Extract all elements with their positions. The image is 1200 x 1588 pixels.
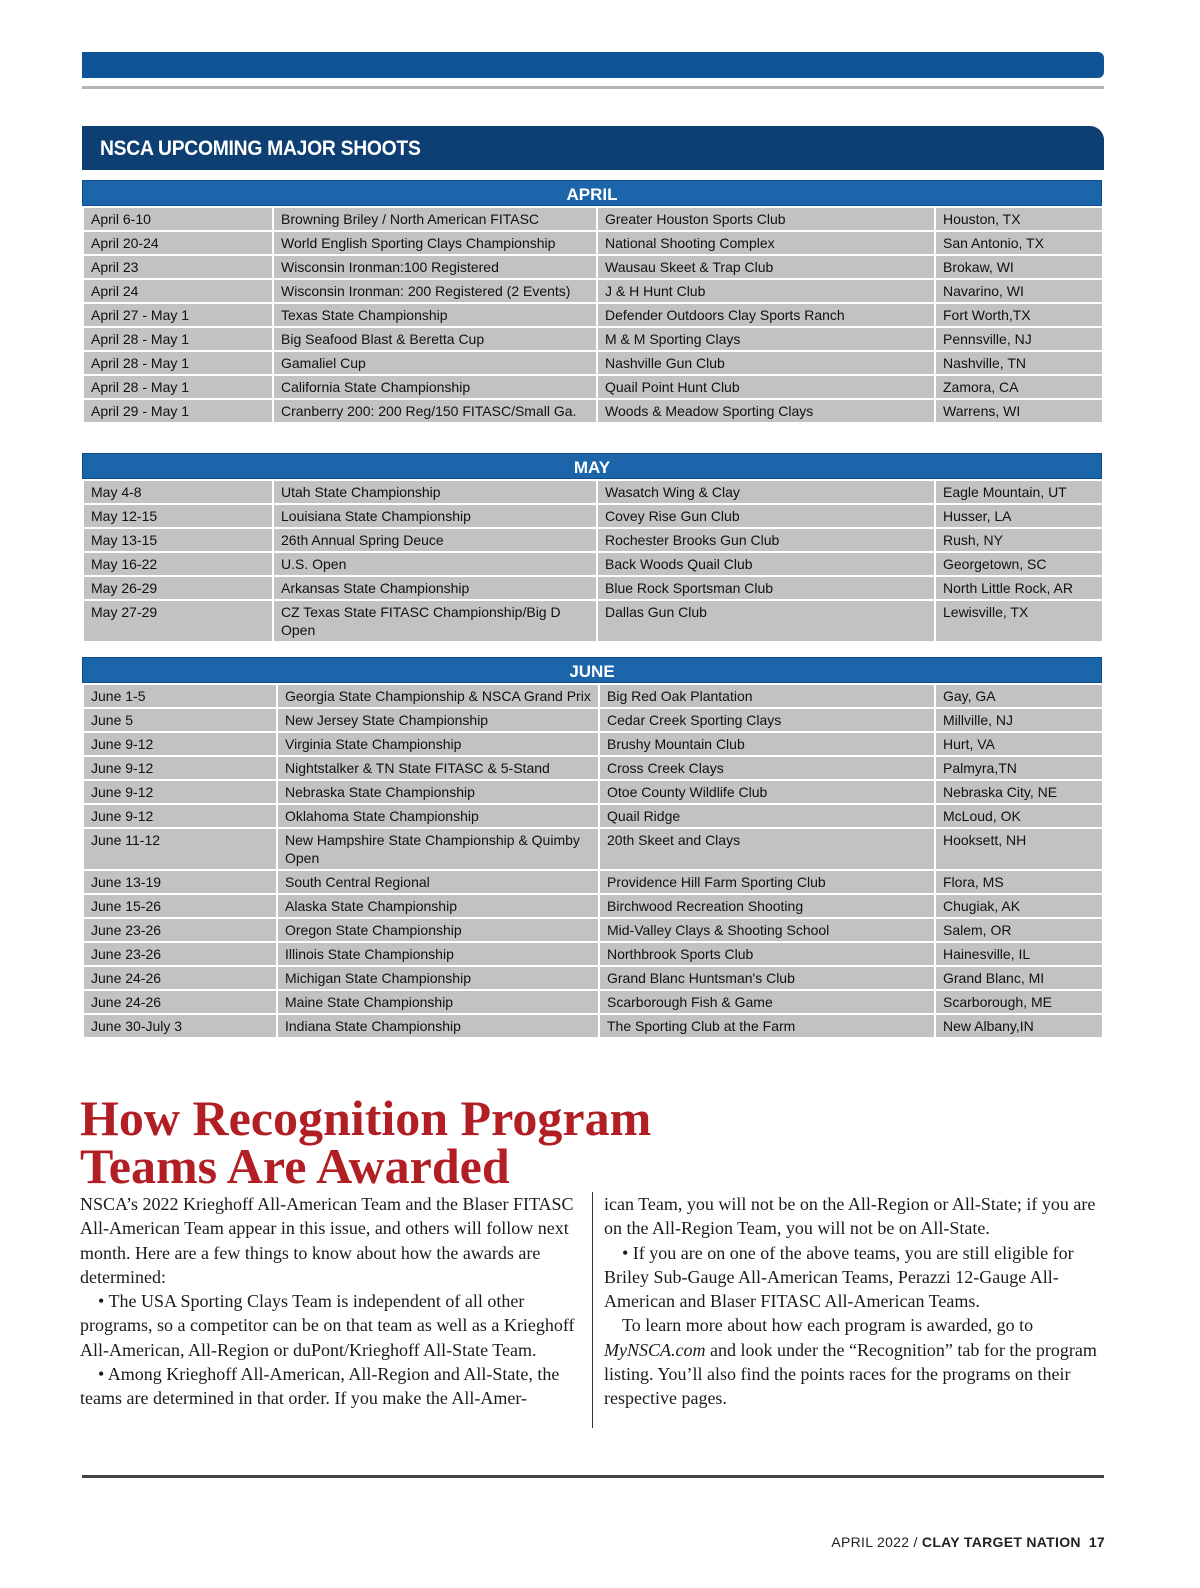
event-location: Gay, GA — [935, 684, 1103, 708]
month-block-may — [82, 453, 1102, 643]
event-location: Rush, NY — [935, 528, 1103, 552]
schedule-row — [83, 375, 1103, 399]
event-date: April 20-24 — [83, 231, 273, 255]
schedule-row — [83, 894, 1103, 918]
event-name: Illinois State Championship — [277, 942, 599, 966]
event-venue: Quail Point Hunt Club — [597, 375, 935, 399]
event-venue: Greater Houston Sports Club — [597, 207, 935, 231]
schedule-row — [83, 231, 1103, 255]
schedule-row — [83, 780, 1103, 804]
schedule-table — [82, 683, 1104, 1039]
event-name: Maine State Championship — [277, 990, 599, 1014]
event-name: Virginia State Championship — [277, 732, 599, 756]
event-date: June 9-12 — [83, 804, 277, 828]
column-divider — [592, 1192, 593, 1428]
event-name: South Central Regional — [277, 870, 599, 894]
event-venue: Mid-Valley Clays & Shooting School — [599, 918, 935, 942]
event-date: May 4-8 — [83, 480, 273, 504]
event-name: World English Sporting Clays Championship — [273, 231, 597, 255]
page-number: 17 — [1088, 1534, 1105, 1550]
event-date: April 24 — [83, 279, 273, 303]
event-location: Navarino, WI — [935, 279, 1103, 303]
event-venue: Cedar Creek Sporting Clays — [599, 708, 935, 732]
schedule-row — [83, 207, 1103, 231]
event-venue: Wausau Skeet & Trap Club — [597, 255, 935, 279]
event-venue: Blue Rock Sportsman Club — [597, 576, 935, 600]
event-venue: Defender Outdoors Clay Sports Ranch — [597, 303, 935, 327]
event-date: April 28 - May 1 — [83, 327, 273, 351]
event-location: Hainesville, IL — [935, 942, 1103, 966]
event-date: June 11-12 — [83, 828, 277, 870]
event-venue: Nashville Gun Club — [597, 351, 935, 375]
schedule-row — [83, 1014, 1103, 1038]
event-venue: Covey Rise Gun Club — [597, 504, 935, 528]
event-location: Husser, LA — [935, 504, 1103, 528]
event-date: June 23-26 — [83, 918, 277, 942]
event-location: Salem, OR — [935, 918, 1103, 942]
event-venue: 20th Skeet and Clays — [599, 828, 935, 870]
event-date: April 23 — [83, 255, 273, 279]
article-title-line-1: How Recognition Program — [80, 1090, 652, 1146]
footer-issue: APRIL 2022 / — [831, 1534, 922, 1550]
event-name: Arkansas State Championship — [273, 576, 597, 600]
schedule-row — [83, 303, 1103, 327]
schedule-row — [83, 990, 1103, 1014]
paragraph-text: and look under the “Recognition” tab for the program listing. You’ll also find the points races for the programs on their respective pages. — [604, 1339, 1097, 1409]
event-date: June 9-12 — [83, 756, 277, 780]
event-date: June 23-26 — [83, 942, 277, 966]
schedule-table — [82, 479, 1104, 643]
event-location: New Albany,IN — [935, 1014, 1103, 1038]
event-date: May 27-29 — [83, 600, 273, 642]
event-venue: National Shooting Complex — [597, 231, 935, 255]
event-name: Wisconsin Ironman: 200 Registered (2 Events) — [273, 279, 597, 303]
event-venue: Woods & Meadow Sporting Clays — [597, 399, 935, 423]
event-name: Louisiana State Championship — [273, 504, 597, 528]
schedule-row — [83, 684, 1103, 708]
article-paragraph — [604, 1313, 1104, 1410]
article-column-left — [80, 1192, 582, 1411]
event-location: North Little Rock, AR — [935, 576, 1103, 600]
event-name: Wisconsin Ironman:100 Registered — [273, 255, 597, 279]
event-location: Hurt, VA — [935, 732, 1103, 756]
schedule-row — [83, 552, 1103, 576]
event-date: June 5 — [83, 708, 277, 732]
schedule-row — [83, 327, 1103, 351]
event-location: Warrens, WI — [935, 399, 1103, 423]
event-date: May 13-15 — [83, 528, 273, 552]
page-footer — [831, 1534, 1105, 1550]
event-name: Oregon State Championship — [277, 918, 599, 942]
event-location: Chugiak, AK — [935, 894, 1103, 918]
month-heading: MAY — [82, 453, 1102, 479]
section-header — [82, 126, 1104, 170]
event-venue: Birchwood Recreation Shooting — [599, 894, 935, 918]
schedule-row — [83, 942, 1103, 966]
event-name: CZ Texas State FITASC Championship/Big D Open — [273, 600, 597, 642]
event-name: Utah State Championship — [273, 480, 597, 504]
event-date: May 12-15 — [83, 504, 273, 528]
event-location: Flora, MS — [935, 870, 1103, 894]
schedule-row — [83, 708, 1103, 732]
event-location: Zamora, CA — [935, 375, 1103, 399]
event-location: Georgetown, SC — [935, 552, 1103, 576]
schedule-row — [83, 828, 1103, 870]
event-name: Texas State Championship — [273, 303, 597, 327]
event-name: 26th Annual Spring Deuce — [273, 528, 597, 552]
footer-magazine: CLAY TARGET NATION — [921, 1534, 1081, 1550]
event-name: Gamaliel Cup — [273, 351, 597, 375]
schedule-row — [83, 870, 1103, 894]
event-location: Fort Worth,TX — [935, 303, 1103, 327]
article-paragraph: NSCA’s 2022 Krieghoff All-American Team and the Blaser FITASC All-American Team appear in this issue, and others will follow next month. Here are a few things to know about how the awards are determined: — [80, 1194, 574, 1287]
event-venue: Wasatch Wing & Clay — [597, 480, 935, 504]
month-block-june — [82, 657, 1102, 1039]
event-name: Alaska State Championship — [277, 894, 599, 918]
event-date: June 9-12 — [83, 732, 277, 756]
event-date: May 16-22 — [83, 552, 273, 576]
event-venue: J & H Hunt Club — [597, 279, 935, 303]
event-venue: Northbrook Sports Club — [599, 942, 935, 966]
event-location: Lewisville, TX — [935, 600, 1103, 642]
event-date: June 24-26 — [83, 990, 277, 1014]
bottom-rule — [82, 1475, 1104, 1478]
event-name: Nightstalker & TN State FITASC & 5-Stand — [277, 756, 599, 780]
article-title — [80, 1090, 800, 1194]
event-venue: Otoe County Wildlife Club — [599, 780, 935, 804]
event-location: Pennsville, NJ — [935, 327, 1103, 351]
schedule-row — [83, 279, 1103, 303]
article-paragraph: • If you are on one of the above teams, you are still eligible for Briley Sub-Gauge All-American Teams, Perazzi 12-Gauge All-American and Blaser FITASC All-American Teams. — [604, 1242, 1074, 1312]
event-name: Michigan State Championship — [277, 966, 599, 990]
schedule-table — [82, 206, 1104, 424]
event-venue: Cross Creek Clays — [599, 756, 935, 780]
event-date: June 13-19 — [83, 870, 277, 894]
event-date: June 24-26 — [83, 966, 277, 990]
article-column-right — [604, 1192, 1104, 1411]
article-paragraph: • Among Krieghoff All-American, All-Region and All-State, the teams are determined in that order. If you make the All-Amer- — [80, 1364, 560, 1409]
event-venue: Brushy Mountain Club — [599, 732, 935, 756]
event-name: Georgia State Championship & NSCA Grand Prix — [277, 684, 599, 708]
article-paragraph: ican Team, you will not be on the All-Region or All-State; if you are on the All-Region Team, you will not be on All-State. — [604, 1194, 1096, 1239]
event-location: Hooksett, NH — [935, 828, 1103, 870]
event-date: April 6-10 — [83, 207, 273, 231]
event-location: Palmyra,TN — [935, 756, 1103, 780]
schedule-row — [83, 504, 1103, 528]
schedule-row — [83, 732, 1103, 756]
event-date: June 9-12 — [83, 780, 277, 804]
schedule-row — [83, 756, 1103, 780]
schedule-row — [83, 399, 1103, 423]
event-date: April 29 - May 1 — [83, 399, 273, 423]
event-name: New Hampshire State Championship & Quimby Open — [277, 828, 599, 870]
event-date: June 30-July 3 — [83, 1014, 277, 1038]
schedule-row — [83, 255, 1103, 279]
schedule-row — [83, 576, 1103, 600]
event-location: San Antonio, TX — [935, 231, 1103, 255]
schedule-row — [83, 804, 1103, 828]
event-venue: Rochester Brooks Gun Club — [597, 528, 935, 552]
event-venue: Back Woods Quail Club — [597, 552, 935, 576]
event-date: April 28 - May 1 — [83, 351, 273, 375]
event-name: Nebraska State Championship — [277, 780, 599, 804]
event-location: Millville, NJ — [935, 708, 1103, 732]
event-location: Nashville, TN — [935, 351, 1103, 375]
event-venue: Providence Hill Farm Sporting Club — [599, 870, 935, 894]
event-name: Indiana State Championship — [277, 1014, 599, 1038]
event-location: Nebraska City, NE — [935, 780, 1103, 804]
event-name: Cranberry 200: 200 Reg/150 FITASC/Small Ga. — [273, 399, 597, 423]
article-paragraph: • The USA Sporting Clays Team is independent of all other programs, so a competitor can be on that team as well as a Krieghoff All-American, All-Region or duPont/Krieghoff All-State Team. — [80, 1291, 575, 1360]
schedule-row — [83, 351, 1103, 375]
event-name: New Jersey State Championship — [277, 708, 599, 732]
top-rule — [82, 86, 1104, 89]
schedule-row — [83, 480, 1103, 504]
section-title: NSCA UPCOMING MAJOR SHOOTS — [100, 137, 421, 160]
event-name: Oklahoma State Championship — [277, 804, 599, 828]
month-heading: JUNE — [82, 657, 1102, 683]
event-venue: Big Red Oak Plantation — [599, 684, 935, 708]
event-date: June 15-26 — [83, 894, 277, 918]
event-location: Scarborough, ME — [935, 990, 1103, 1014]
schedule-row — [83, 528, 1103, 552]
event-location: Eagle Mountain, UT — [935, 480, 1103, 504]
event-name: Browning Briley / North American FITASC — [273, 207, 597, 231]
month-heading: APRIL — [82, 180, 1102, 206]
event-date: June 1-5 — [83, 684, 277, 708]
event-venue: Grand Blanc Huntsman's Club — [599, 966, 935, 990]
article-title-line-2: Teams Are Awarded — [80, 1138, 510, 1194]
event-location: McLoud, OK — [935, 804, 1103, 828]
event-venue: Dallas Gun Club — [597, 600, 935, 642]
event-location: Brokaw, WI — [935, 255, 1103, 279]
top-color-band — [82, 52, 1104, 78]
event-location: Grand Blanc, MI — [935, 966, 1103, 990]
schedule-row — [83, 600, 1103, 642]
event-name: Big Seafood Blast & Beretta Cup — [273, 327, 597, 351]
event-venue: Quail Ridge — [599, 804, 935, 828]
event-venue: Scarborough Fish & Game — [599, 990, 935, 1014]
event-name: U.S. Open — [273, 552, 597, 576]
schedule-row — [83, 918, 1103, 942]
event-date: April 27 - May 1 — [83, 303, 273, 327]
event-location: Houston, TX — [935, 207, 1103, 231]
event-date: May 26-29 — [83, 576, 273, 600]
event-date: April 28 - May 1 — [83, 375, 273, 399]
event-venue: M & M Sporting Clays — [597, 327, 935, 351]
month-block-april — [82, 180, 1102, 424]
event-name: California State Championship — [273, 375, 597, 399]
paragraph-text: To learn more about how each program is awarded, go to — [622, 1315, 1034, 1336]
schedule-row — [83, 966, 1103, 990]
event-venue: The Sporting Club at the Farm — [599, 1014, 935, 1038]
website-link[interactable]: MyNSCA.com — [604, 1339, 706, 1360]
